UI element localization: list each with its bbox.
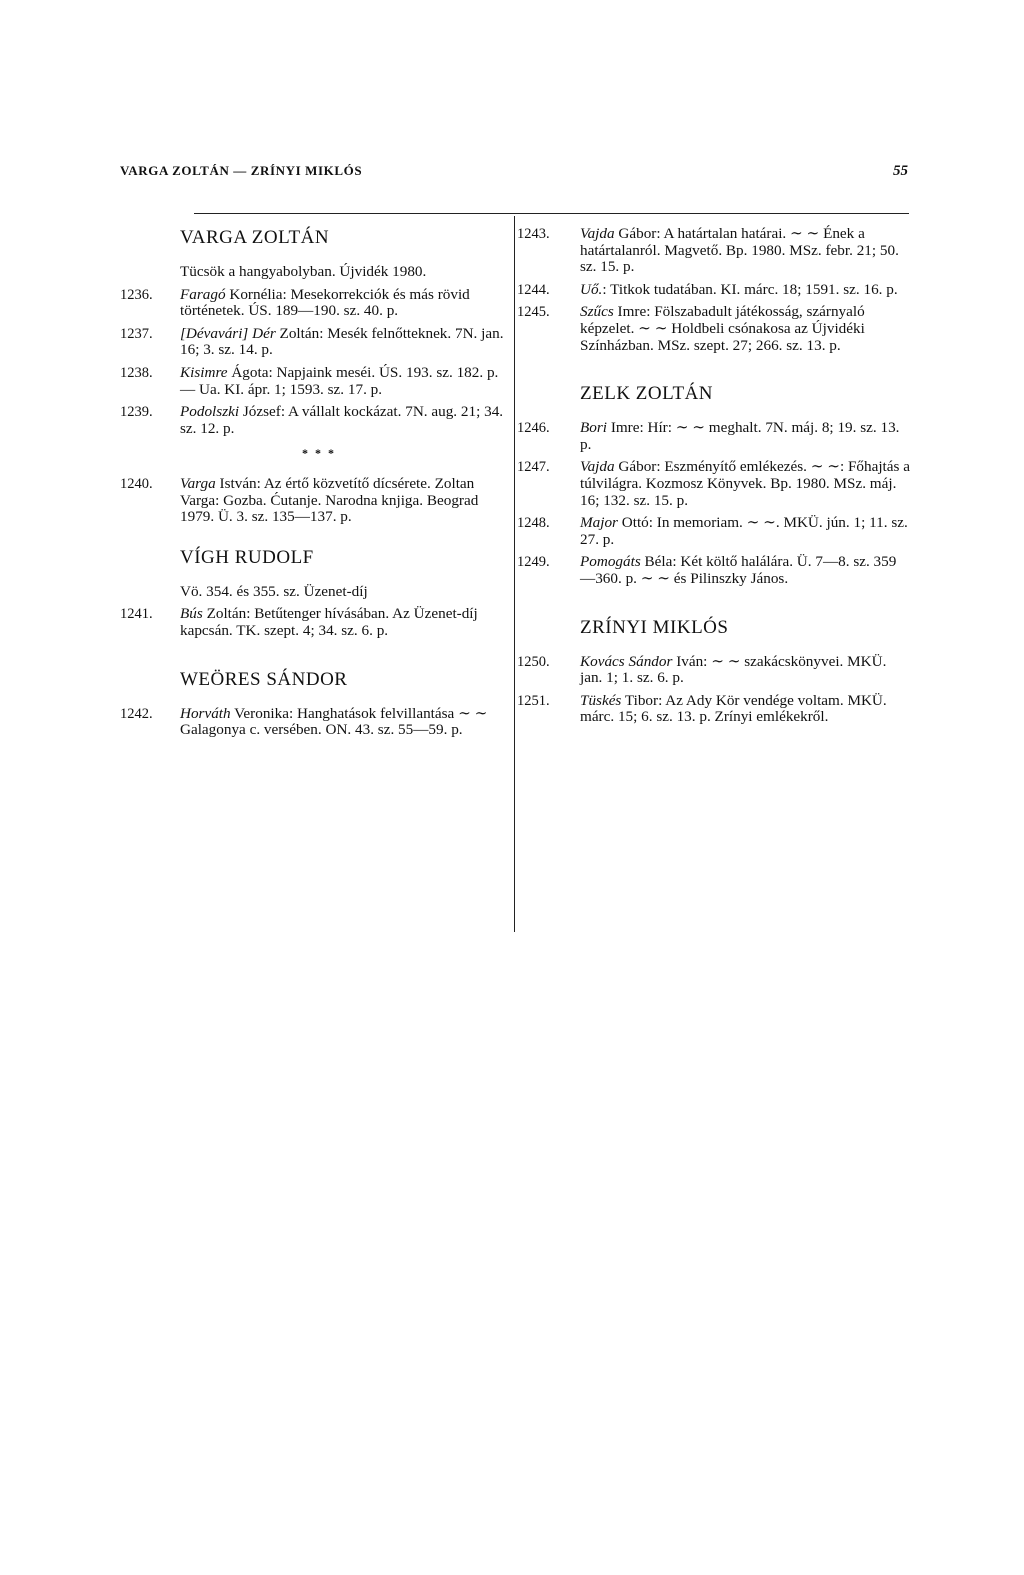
entry-author: Uő. (580, 280, 603, 298)
entry-author: Pomogáts (580, 553, 641, 571)
entry-author: Kisimre (180, 363, 228, 381)
entry-intro: Vö. 354. és 355. sz. Üzenet-díj (180, 582, 368, 600)
entry-number: 1244. (517, 281, 550, 298)
entry-1239 (120, 403, 510, 437)
entry-number: 1240. (120, 475, 153, 492)
entry-1245 (517, 303, 910, 354)
entry-number: 1236. (120, 286, 153, 303)
entry-1246 (517, 419, 910, 453)
entry-number: 1246. (517, 420, 550, 437)
entry-text: József: A vállalt kockázat. 7N. aug. 21; 34. sz. 12. p. (180, 403, 504, 437)
entry-author: Tüskés (580, 691, 622, 709)
entry-1240 (120, 474, 510, 526)
right-column (517, 225, 910, 732)
entry-number: 1242. (120, 705, 153, 722)
entry-text: Gábor: A határtalan határai. ∼ ∼ Ének a határtalanról. Magvető. Bp. 1980. MSz. febr. 21; 50. sz. 15. p. (580, 225, 899, 276)
top-rule (194, 213, 909, 214)
entry-author: [Dévavári] Dér (180, 324, 276, 342)
page-number: 55 (893, 163, 908, 179)
entry-1247 (517, 458, 910, 509)
entry-1249 (517, 553, 910, 587)
entry-number: 1251. (517, 692, 550, 709)
entry-number: 1249. (517, 554, 550, 571)
entry-number: 1238. (120, 364, 153, 381)
entry-1237 (120, 324, 510, 359)
entry-text: Gábor: Eszményítő emlékezés. ∼ ∼: Főhajtás a túlvilágra. Kozmosz Könyvek. Bp. 1980. MSz. máj. 16; 132. sz. 15. p. (580, 458, 910, 509)
entry-author: Szűcs (580, 303, 614, 321)
entry-number: 1239. (120, 404, 153, 421)
entry-author: Podolszki (180, 403, 240, 421)
entry-text: Kornélia: Mesekorrekciók és más rövid történetek. ÚS. 189—190. sz. 40. p. (180, 285, 470, 320)
entry-author: Bori (580, 419, 608, 437)
entry-author: Faragó (180, 285, 226, 303)
entry-text: Béla: Két költő halálára. Ü. 7—8. sz. 359—360. p. ∼ ∼ és Pilinszky János. (580, 553, 897, 587)
entry-text: : Titkok tudatában. KI. márc. 18; 1591. sz. 16. p. (602, 280, 898, 298)
entry-number: 1243. (517, 226, 550, 242)
left-column (120, 226, 510, 745)
section-heading-varga: VARGA ZOLTÁN (180, 227, 330, 248)
entry-text: Zoltán: Betűtenger hívásában. Az Üzenet-díj kapcsán. TK. szept. 4; 34. sz. 6. p. (180, 605, 478, 639)
entry-author: Horváth (180, 704, 231, 722)
entry-text: Ottó: In memoriam. ∼ ∼. MKÜ. jún. 1; 11. sz. 27. p. (580, 514, 908, 548)
entry-1251 (517, 691, 910, 726)
running-title: VARGA ZOLTÁN — ZRÍNYI MIKLÓS (120, 163, 363, 178)
entry-1248 (517, 514, 910, 548)
entry-1238 (120, 363, 510, 398)
entry-1250 (517, 652, 910, 687)
column-divider (514, 216, 515, 932)
entry-text: Ágota: Napjaink meséi. ÚS. 193. sz. 182. p. — Ua. KI. ápr. 1; 1593. sz. 17. p. (180, 363, 499, 398)
entry-1244 (517, 280, 910, 299)
section-heading-weores: WEÖRES SÁNDOR (180, 668, 348, 690)
entry-number: 1250. (517, 653, 550, 670)
entry-number: 1245. (517, 304, 550, 321)
entry-intro: Tücsök a hangyabolyban. Újvidék 1980. (180, 263, 427, 280)
entry-text: Zoltán: Mesék felnőtteknek. 7N. jan. 16; 3. sz. 14. p. (180, 324, 504, 359)
section-heading-zrinyi: ZRÍNYI MIKLÓS (580, 616, 729, 638)
entry-author: Kovács Sándor (580, 652, 673, 670)
entry-author: Varga (180, 474, 216, 492)
entry-1236 (120, 285, 510, 320)
entry-author: Major (580, 514, 618, 532)
entry-text: Imre: Hír: ∼ ∼ meghalt. 7N. máj. 8; 19. sz. 13. p. (580, 419, 900, 453)
entry-author: Vajda (580, 458, 615, 476)
entry-number: 1248. (517, 515, 550, 532)
entry-number: 1241. (120, 606, 153, 623)
section-heading-zelk: ZELK ZOLTÁN (580, 383, 714, 405)
entry-text: István: Az értő közvetítő dícsérete. Zoltan Varga: Gozba. Ćutanje. Narodna knjiga. Beograd 1979. Ü. 3. sz. 135—137. p. (180, 474, 479, 526)
entry-1242 (120, 704, 510, 739)
section-heading-vigh: VÍGH RUDOLF (180, 546, 314, 568)
entry-text: Tibor: Az Ady Kör vendége voltam. MKÜ. márc. 15; 6. sz. 13. p. Zrínyi emlékekről. (580, 691, 887, 726)
entry-1243 (517, 225, 910, 276)
entry-text: Iván: ∼ ∼ szakácskönyvei. MKÜ. jan. 1; 1. sz. 6. p. (580, 652, 887, 687)
entry-1241 (120, 605, 510, 639)
entry-author: Vajda (580, 225, 615, 242)
section-separator-stars: * * * (302, 446, 336, 461)
entry-text: Veronika: Hanghatások felvillantása ∼ ∼ Galagonya c. versében. ON. 43. sz. 55—59. p. (180, 704, 488, 739)
entry-author: Bús (180, 605, 203, 623)
entry-number: 1247. (517, 459, 550, 476)
entry-text: Imre: Fölszabadult játékosság, szárnyaló képzelet. ∼ ∼ Holdbeli csónakosa az Újvidéki Színházban. MSz. szept. 27; 266. sz. 13. p. (580, 303, 865, 354)
running-header (120, 163, 908, 187)
entry-number: 1237. (120, 325, 153, 342)
